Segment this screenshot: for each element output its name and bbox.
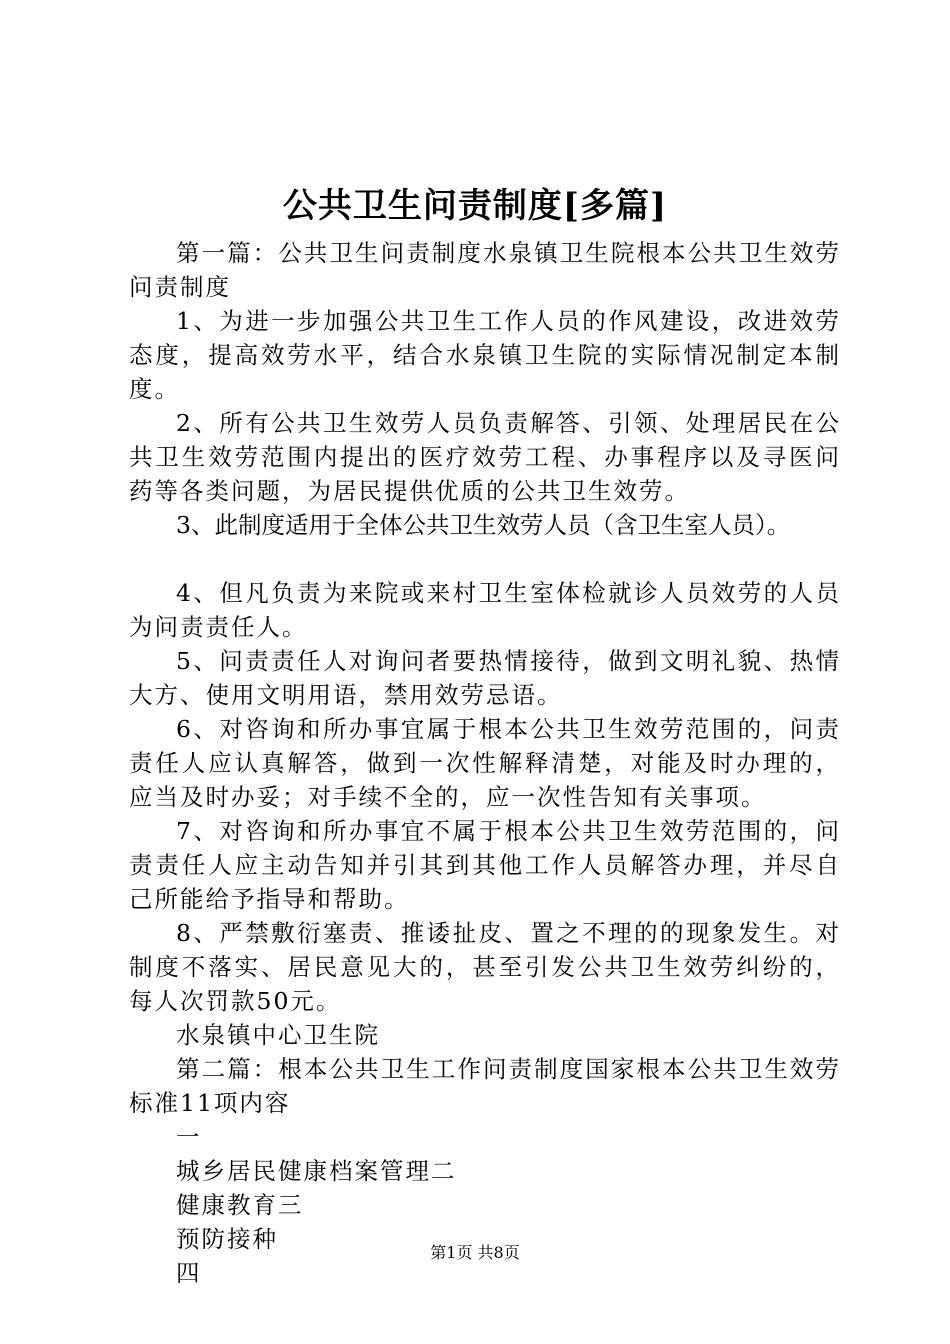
paragraph-1: 1、为进一步加强公共卫生工作人员的作风建设，改进效劳态度，提高效劳水平，结合水泉镇卫生院的实际情况制定本制度。: [129, 307, 841, 403]
section-heading-2: 第二篇：根本公共卫生工作问责制度国家根本公共卫生效劳标准11项内容: [129, 1055, 841, 1117]
paragraph-4: 4、但凡负责为来院或来村卫生室体检就诊人员效劳的人员为问责责任人。: [129, 579, 841, 641]
paragraph-6: 6、对咨询和所办事宜属于根本公共卫生效劳范围的，问责责任人应认真解答，做到一次性解释清楚，对能及时办理的，应当及时办妥；对手续不全的，应一次性告知有关事项。: [129, 715, 841, 811]
list-line-3: 健康教育三: [176, 1191, 304, 1219]
paragraph-7: 7、对咨询和所办事宜不属于根本公共卫生效劳范围的，问责责任人应主动告知并引其到其他工作人员解答办理，并尽自己所能给予指导和帮助。: [129, 817, 841, 913]
list-line-4: 预防接种: [176, 1225, 278, 1253]
list-line-1: 一: [176, 1123, 202, 1151]
list-line-2: 城乡居民健康档案管理二: [176, 1157, 457, 1185]
paragraph-2: 2、所有公共卫生效劳人员负责解答、引领、处理居民在公共卫生效劳范围内提出的医疗效劳工程、办事程序以及寻医问药等各类问题，为居民提供优质的公共卫生效劳。: [129, 409, 841, 505]
section-heading-1: 第一篇：公共卫生问责制度水泉镇卫生院根本公共卫生效劳问责制度: [129, 239, 841, 301]
page-footer: 第1页 共8页: [430, 1243, 520, 1262]
paragraph-5: 5、问责责任人对询问者要热情接待，做到文明礼貌、热情大方、使用文明用语，禁用效劳忌语。: [129, 647, 841, 709]
paragraph-8: 8、严禁敷衍塞责、推诿扯皮、置之不理的的现象发生。对制度不落实、居民意见大的，甚至引发公共卫生效劳纠纷的，每人次罚款50元。: [129, 919, 841, 1015]
document-title: 公共卫生问责制度[多篇]: [282, 186, 668, 226]
signature-line: 水泉镇中心卫生院: [176, 1021, 380, 1049]
document-body: [129, 236, 841, 1290]
paragraph-3: 3、此制度适用于全体公共卫生效劳人员（含卫生室人员）。: [176, 511, 791, 539]
list-line-5: 四: [176, 1259, 202, 1287]
